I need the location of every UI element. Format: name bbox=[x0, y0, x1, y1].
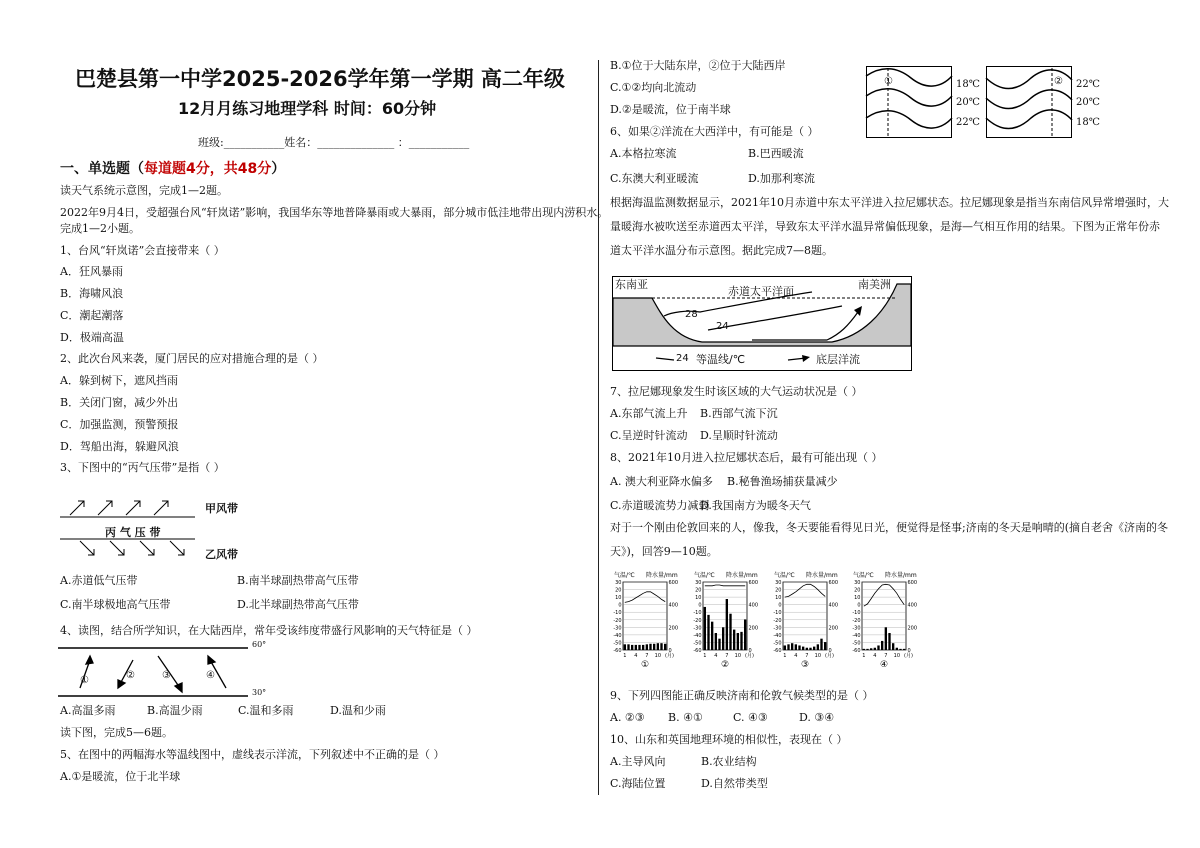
temp-line bbox=[785, 584, 825, 597]
temp-axis-title: 气温/℃ bbox=[853, 572, 874, 579]
typhoon-context: 2022年9月4日，受超强台风“轩岚诺”影响，我国华东等地普降暴雨或大暴雨，部分城市低洼地带出现内涝积水。 bbox=[60, 206, 609, 219]
precip-bar bbox=[820, 639, 822, 650]
precip-bar bbox=[707, 615, 709, 650]
temp-tick: -10 bbox=[613, 610, 622, 617]
month-unit: (月) bbox=[745, 653, 754, 659]
temp-tick: -40 bbox=[852, 632, 861, 639]
temp-tick: -50 bbox=[613, 640, 622, 647]
section-title: 一、单选题（每道题4分，共48分） bbox=[60, 161, 286, 177]
q10-option-a[interactable]: A.主导风向 bbox=[610, 755, 666, 768]
month-tick: 7 bbox=[805, 653, 809, 659]
temp-line bbox=[864, 584, 904, 606]
temp-axis-title: 气温/℃ bbox=[614, 572, 635, 579]
month-tick: 7 bbox=[725, 653, 729, 659]
la-nina-paragraph-3: 道太平洋水温分布示意图。据此完成7—8题。 bbox=[610, 244, 833, 257]
temp-tick: 0 bbox=[698, 602, 702, 609]
temp-tick: 20 bbox=[695, 587, 702, 594]
iso1-temp-1: 18℃ bbox=[956, 79, 980, 90]
precip-bar bbox=[729, 614, 731, 650]
question-5: 5、在图中的两幅海水等温线图中，虚线表示洋流，下列叙述中不正确的是（ ） bbox=[60, 748, 445, 761]
precip-tick: 200 bbox=[907, 625, 918, 632]
precip-tick: 600 bbox=[907, 580, 918, 586]
q8-option-a[interactable]: A. 澳大利亚降水偏多 bbox=[610, 475, 713, 488]
month-tick: 10 bbox=[814, 653, 822, 659]
precip-tick: 200 bbox=[748, 625, 759, 632]
temp-tick: -30 bbox=[613, 625, 622, 632]
precip-bar bbox=[627, 644, 629, 650]
pressure-belt-label: 丙 气 压 带 bbox=[105, 526, 161, 539]
precip-bar bbox=[870, 648, 872, 650]
iso2-temp-1: 22℃ bbox=[1076, 79, 1100, 90]
q5-option-d[interactable]: D.②是暖流，位于南半球 bbox=[610, 103, 731, 116]
temp-tick: -60 bbox=[852, 648, 861, 654]
temp-tick: -40 bbox=[693, 632, 702, 639]
temp-axis-title: 气温/℃ bbox=[694, 572, 715, 579]
precip-bar bbox=[809, 648, 811, 650]
q3-option-b[interactable]: B.南半球副热带高气压带 bbox=[237, 574, 359, 587]
precip-bar bbox=[806, 648, 808, 650]
question-3: 3、下图中的“丙气压带”是指（ ） bbox=[60, 461, 225, 474]
precip-bar bbox=[824, 642, 826, 650]
month-unit: (月) bbox=[904, 653, 913, 659]
q4-option-a[interactable]: A.高温多雨 bbox=[60, 704, 116, 717]
question-2: 2、此次台风来袭，厦门居民的应对措施合理的是（ ） bbox=[60, 352, 324, 365]
jinan-paragraph-1: 对于一个刚由伦敦回来的人，像我，冬天要能看得见日光，便觉得是怪事;济南的冬天是响晴的(摘自老舍《济南的冬 bbox=[610, 521, 1168, 534]
q3-option-d[interactable]: D.北半球副热带高气压带 bbox=[237, 598, 359, 611]
temp-tick: -60 bbox=[613, 648, 622, 654]
temp-tick: 30 bbox=[695, 580, 702, 586]
precip-bar bbox=[817, 644, 819, 650]
precip-bar bbox=[899, 649, 901, 650]
temp-tick: -10 bbox=[852, 610, 861, 617]
q9-option-d[interactable]: D. ③④ bbox=[799, 711, 835, 724]
precip-tick: 600 bbox=[828, 580, 839, 586]
temp-tick: -60 bbox=[693, 648, 702, 654]
temp-tick: 0 bbox=[857, 602, 861, 609]
pac-label-sea: 东南亚 bbox=[615, 278, 648, 291]
precip-bar bbox=[798, 645, 800, 650]
section-points: 每道题4分，共48分 bbox=[144, 161, 272, 177]
precip-bar bbox=[888, 633, 890, 650]
precip-bar bbox=[863, 649, 865, 650]
question-10: 10、山东和英国地理环境的相似性，表现在（ ） bbox=[610, 733, 848, 746]
precip-tick: 600 bbox=[748, 580, 759, 586]
precip-bar bbox=[903, 649, 905, 650]
temp-line bbox=[705, 585, 745, 586]
page-title: 巴楚县第一中学2025-2026学年第一学期 高二年级 bbox=[75, 67, 565, 91]
temp-tick: -10 bbox=[693, 610, 702, 617]
temp-tick: -50 bbox=[773, 640, 782, 647]
precip-bar bbox=[704, 607, 706, 650]
q6-option-a[interactable]: A.本格拉寒流 bbox=[610, 147, 677, 160]
wind-label-4: ④ bbox=[206, 670, 215, 681]
month-tick: 10 bbox=[654, 653, 662, 659]
month-tick: 4 bbox=[873, 653, 877, 659]
precip-bar bbox=[892, 643, 894, 650]
temp-tick: -30 bbox=[693, 625, 702, 632]
precip-bar bbox=[660, 643, 662, 650]
isotherm-map-1 bbox=[866, 66, 952, 138]
la-nina-paragraph-1: 根据海温监测数据显示，2021年10月赤道中东太平洋进入拉尼娜状态。拉尼娜现象是指当东南信风异常增强时，大 bbox=[610, 196, 1169, 209]
q3-option-a[interactable]: A.赤道低气压带 bbox=[60, 574, 138, 587]
wind-label-3: ③ bbox=[162, 670, 171, 681]
precip-bar bbox=[802, 647, 804, 650]
month-tick: 1 bbox=[862, 653, 866, 659]
iso1-label: ① bbox=[884, 76, 893, 87]
precip-bar bbox=[638, 645, 640, 650]
q8-option-d[interactable]: D.我国南方为暖冬天气 bbox=[700, 499, 811, 512]
month-tick: 4 bbox=[714, 653, 718, 659]
precip-bar bbox=[657, 643, 659, 650]
isotherm-28-label: 28 bbox=[685, 309, 698, 320]
month-unit: (月) bbox=[825, 653, 834, 659]
precip-bar bbox=[784, 645, 786, 650]
q7-option-d[interactable]: D.呈顺时针流动 bbox=[700, 429, 778, 442]
temp-tick: 10 bbox=[615, 595, 622, 602]
wind-belt-a-label: 甲风带 bbox=[205, 502, 238, 515]
temp-tick: 0 bbox=[778, 602, 782, 609]
chart-label: ② bbox=[720, 660, 730, 670]
temp-tick: 10 bbox=[695, 595, 702, 602]
temp-tick: -20 bbox=[773, 617, 782, 624]
q5-option-b[interactable]: B.①位于大陆东岸，②位于大陆西岸 bbox=[610, 59, 786, 72]
wind-belt-b-label: 乙风带 bbox=[205, 548, 238, 561]
precip-bar bbox=[646, 644, 648, 650]
q8-option-c[interactable]: C.赤道暖流势力减弱 bbox=[610, 499, 710, 512]
student-info-line: 班级:___________姓名：______________ ：___________ bbox=[198, 136, 470, 149]
precip-axis-title: 降水量/mm bbox=[646, 572, 678, 579]
precip-bar bbox=[813, 647, 815, 650]
temp-tick: 0 bbox=[618, 602, 622, 609]
la-nina-paragraph-2: 量暖海水被吹送至赤道西太平洋，导致东太平洋水温异常偏低现象，是海—气相互作用的结果。下图为正常年份赤 bbox=[610, 220, 1160, 233]
temp-tick: 20 bbox=[854, 587, 861, 594]
q1-option-d[interactable]: D．极端高温 bbox=[60, 331, 124, 344]
pac-label-surface: 赤道太平洋面 bbox=[728, 285, 794, 298]
precip-bar bbox=[715, 633, 717, 650]
q9-option-c[interactable]: C. ④③ bbox=[733, 711, 768, 724]
q8-option-b[interactable]: B.秘鲁渔场捕获量减少 bbox=[727, 475, 838, 488]
precip-tick: 600 bbox=[668, 580, 679, 586]
q1-option-b[interactable]: B．海啸风浪 bbox=[60, 287, 124, 300]
precip-tick: 200 bbox=[828, 625, 839, 632]
temp-tick: -20 bbox=[852, 617, 861, 624]
temp-tick: 20 bbox=[775, 587, 782, 594]
temp-tick: -20 bbox=[693, 617, 702, 624]
precip-tick: 200 bbox=[668, 625, 679, 632]
temp-axis-title: 气温/℃ bbox=[774, 572, 795, 579]
precip-tick: 400 bbox=[668, 602, 679, 609]
chart-label: ③ bbox=[800, 660, 810, 670]
wind-label-1: ① bbox=[80, 675, 89, 686]
precip-tick: 400 bbox=[907, 602, 918, 609]
precip-bar bbox=[631, 645, 633, 650]
q9-option-b[interactable]: B. ④① bbox=[668, 711, 703, 724]
month-tick: 1 bbox=[623, 653, 627, 659]
precip-bar bbox=[726, 599, 728, 650]
precip-bar bbox=[740, 632, 742, 650]
q10-option-c[interactable]: C.海陆位置 bbox=[610, 777, 666, 790]
chart-label: ④ bbox=[879, 660, 889, 670]
q7-option-c[interactable]: C.呈逆时针流动 bbox=[610, 429, 688, 442]
q2-option-a[interactable]: A．躲到树下，遮风挡雨 bbox=[60, 374, 178, 387]
month-tick: 1 bbox=[783, 653, 787, 659]
typhoon-context-cont: 完成1—2小题。 bbox=[60, 222, 140, 235]
month-tick: 7 bbox=[884, 653, 888, 659]
chart-label: ① bbox=[640, 660, 650, 670]
precip-bar bbox=[642, 645, 644, 650]
question-6: 6、如果②洋流在大西洋中，有可能是（ ） bbox=[610, 125, 819, 138]
q4-option-c[interactable]: C.温和多雨 bbox=[238, 704, 294, 717]
q2-option-b[interactable]: B．关闭门窗，减少外出 bbox=[60, 396, 179, 409]
column-divider bbox=[598, 60, 599, 795]
temp-tick: 30 bbox=[854, 580, 861, 586]
precip-bar bbox=[737, 633, 739, 650]
precip-bar bbox=[649, 644, 651, 650]
precip-bar bbox=[874, 648, 876, 650]
month-unit: (月) bbox=[665, 653, 674, 659]
question-1: 1、台风“轩岚诺”会直接带来（ ） bbox=[60, 244, 225, 257]
q7-option-a[interactable]: A.东部气流上升 bbox=[610, 407, 688, 420]
latitude-60-label: 60° bbox=[252, 640, 267, 649]
iso2-label: ② bbox=[1054, 76, 1063, 87]
precip-bar bbox=[653, 644, 655, 650]
temp-tick: -30 bbox=[773, 625, 782, 632]
temp-tick: 10 bbox=[775, 595, 782, 602]
month-tick: 7 bbox=[645, 653, 649, 659]
precip-bar bbox=[885, 627, 887, 650]
q4-option-b[interactable]: B.高温少雨 bbox=[147, 704, 203, 717]
legend-isotherm: 等温线/℃ bbox=[696, 353, 746, 366]
temp-tick: -20 bbox=[613, 617, 622, 624]
precip-axis-title: 降水量/mm bbox=[806, 572, 838, 579]
climate-chart-1 bbox=[610, 570, 690, 675]
question-7: 7、拉尼娜现象发生时该区域的大气运动状况是（ ） bbox=[610, 385, 863, 398]
precip-bar bbox=[718, 639, 720, 650]
q2-option-d[interactable]: D．驾船出海，躲避风浪 bbox=[60, 440, 179, 453]
temp-tick: 10 bbox=[854, 595, 861, 602]
q3-option-c[interactable]: C.南半球极地高气压带 bbox=[60, 598, 171, 611]
precip-bar bbox=[624, 644, 626, 650]
precip-tick: 0 bbox=[668, 648, 672, 654]
temp-tick: -10 bbox=[773, 610, 782, 617]
iso2-temp-3: 18℃ bbox=[1076, 117, 1100, 128]
precip-bar bbox=[744, 619, 746, 650]
iso1-temp-3: 22℃ bbox=[956, 117, 980, 128]
month-tick: 4 bbox=[794, 653, 798, 659]
climate-chart-3 bbox=[770, 570, 850, 675]
precip-bar bbox=[896, 648, 898, 650]
temp-tick: 20 bbox=[615, 587, 622, 594]
precip-tick: 0 bbox=[748, 648, 752, 654]
precip-bar bbox=[866, 649, 868, 650]
latitude-30-label: 30° bbox=[252, 688, 267, 697]
temp-tick: 30 bbox=[615, 580, 622, 586]
temp-tick: -40 bbox=[773, 632, 782, 639]
q6-option-c[interactable]: C.东澳大利亚暖流 bbox=[610, 172, 699, 185]
precip-bar bbox=[791, 643, 793, 650]
question-8: 8、2021年10月进入拉尼娜状态后，最有可能出现（ ） bbox=[610, 451, 883, 464]
q1-option-c[interactable]: C．潮起潮落 bbox=[60, 309, 124, 322]
temp-tick: 30 bbox=[775, 580, 782, 586]
page-subtitle: 12月月练习地理学科 时间：60分钟 bbox=[178, 99, 437, 118]
q10-option-b[interactable]: B.农业结构 bbox=[701, 755, 757, 768]
precip-bar bbox=[664, 644, 666, 650]
climate-chart-2 bbox=[690, 570, 770, 675]
precip-bar bbox=[733, 630, 735, 650]
precip-axis-title: 降水量/mm bbox=[726, 572, 758, 579]
q2-option-c[interactable]: C．加强监测，预警预报 bbox=[60, 418, 179, 431]
q6-option-d[interactable]: D.加那利寒流 bbox=[748, 172, 815, 185]
precip-axis-title: 降水量/mm bbox=[885, 572, 917, 579]
q7-option-b[interactable]: B.西部气流下沉 bbox=[700, 407, 778, 420]
precip-tick: 0 bbox=[828, 648, 832, 654]
precip-bar bbox=[795, 644, 797, 650]
q5-option-c[interactable]: C.①②均向北流动 bbox=[610, 81, 697, 94]
question-4: 4、读图，结合所学知识，在大陆西岸，常年受该纬度带盛行风影响的天气特征是（ ） bbox=[60, 624, 478, 637]
month-tick: 10 bbox=[734, 653, 742, 659]
intro-text: 读天气系统示意图，完成1—2题。 bbox=[60, 184, 228, 197]
prevailing-wind-diagram bbox=[58, 640, 258, 700]
temp-tick: -60 bbox=[773, 648, 782, 654]
temp-tick: -50 bbox=[693, 640, 702, 647]
plot-frame bbox=[862, 582, 906, 650]
question-9: 9、下列四图能正确反映济南和伦敦气候类型的是（ ） bbox=[610, 689, 874, 702]
temp-tick: -30 bbox=[852, 625, 861, 632]
month-tick: 1 bbox=[703, 653, 707, 659]
legend-isotherm-num: 24 bbox=[676, 353, 689, 364]
precip-bar bbox=[881, 641, 883, 650]
precip-bar bbox=[877, 645, 879, 650]
month-tick: 10 bbox=[893, 653, 901, 659]
q6-option-b[interactable]: B.巴西暖流 bbox=[748, 147, 804, 160]
climate-chart-4 bbox=[849, 570, 929, 675]
q10-option-d[interactable]: D.自然带类型 bbox=[701, 777, 768, 790]
precip-bar bbox=[787, 644, 789, 650]
iso2-temp-2: 20℃ bbox=[1076, 97, 1100, 108]
pac-label-sam: 南美洲 bbox=[858, 278, 891, 291]
precip-tick: 400 bbox=[748, 602, 759, 609]
q1-option-a[interactable]: A．狂风暴雨 bbox=[60, 265, 123, 278]
precip-bar bbox=[711, 622, 713, 650]
q9-option-a[interactable]: A. ②③ bbox=[610, 711, 645, 724]
jinan-paragraph-2: 天》)，回答9—10题。 bbox=[610, 545, 718, 558]
month-tick: 4 bbox=[634, 653, 638, 659]
precip-bar bbox=[722, 627, 724, 650]
precip-tick: 400 bbox=[828, 602, 839, 609]
intro-q5-6: 读下图，完成5—6题。 bbox=[60, 726, 173, 739]
q4-option-d[interactable]: D.温和少雨 bbox=[330, 704, 386, 717]
legend-bottom-current: 底层洋流 bbox=[816, 353, 860, 366]
precip-tick: 0 bbox=[907, 648, 911, 654]
q5-option-a[interactable]: A.①是暖流，位于北半球 bbox=[60, 770, 181, 783]
isotherm-24-label: 24 bbox=[716, 321, 729, 332]
temp-tick: -40 bbox=[613, 632, 622, 639]
wind-label-2: ② bbox=[126, 670, 135, 681]
temp-tick: -50 bbox=[852, 640, 861, 647]
iso1-temp-2: 20℃ bbox=[956, 97, 980, 108]
precip-bar bbox=[635, 645, 637, 650]
